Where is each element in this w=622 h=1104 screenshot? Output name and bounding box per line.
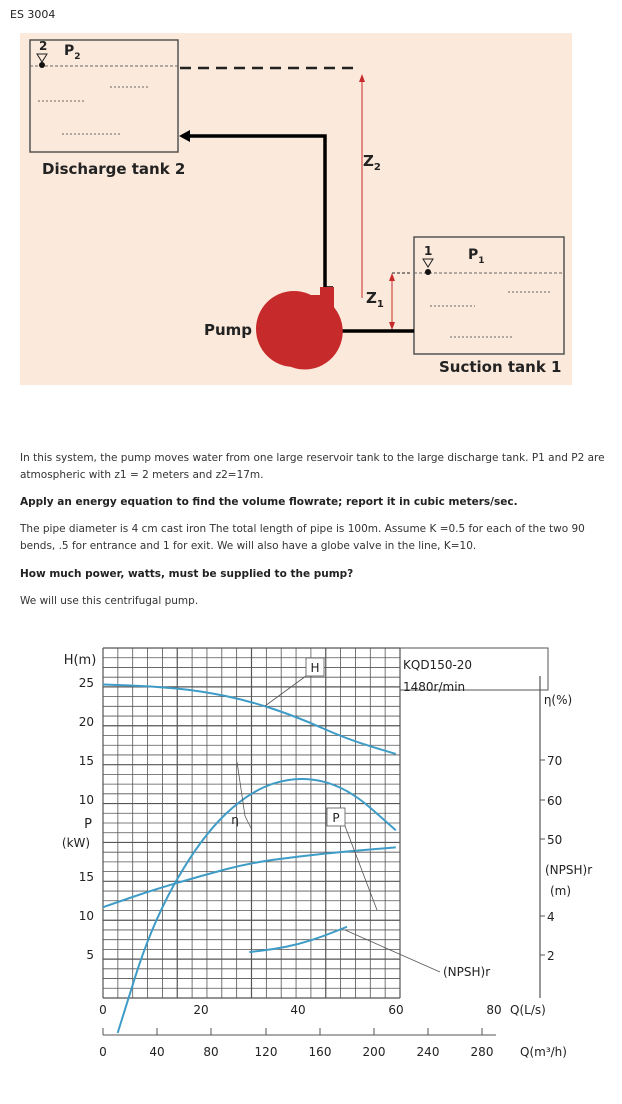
axis-tick-npsh: 4: [547, 910, 555, 924]
pump-speed: 1480r/min: [403, 680, 466, 694]
axis-tick-head: 25: [78, 676, 94, 690]
label-p2: $P_2$: [64, 43, 81, 62]
task-power: How much power, watts, must be supplied to the pump?: [20, 568, 354, 580]
leader-line-head: [265, 676, 306, 706]
pump-outlet: [320, 287, 334, 311]
axis-label-power-unit: (kW): [61, 836, 91, 850]
axis-label-head: H(m): [63, 653, 97, 668]
axis-tick-flow-m3h: 80: [203, 1045, 219, 1059]
axis-tick-flow-m3h: 160: [308, 1045, 332, 1059]
axis-tick-flow-m3h: 240: [416, 1045, 440, 1059]
axis-label-flow-ls: Q(L/s): [510, 1003, 546, 1017]
axis-tick-flow-m3h: 200: [362, 1045, 386, 1059]
label-point-1: 1: [424, 244, 433, 258]
discharge-tank-label: Discharge tank 2: [42, 160, 186, 178]
power-curve: [103, 847, 396, 907]
efficiency-curve: [118, 779, 396, 1033]
curve-label-head: H: [310, 661, 320, 675]
axis-tick-efficiency: 60: [547, 794, 563, 808]
pump-model: KQD150-20: [403, 658, 473, 672]
axis-tick-flow-ls: 20: [193, 1003, 209, 1017]
axis-tick-head: 15: [78, 754, 94, 768]
axis-tick-flow-m3h: 40: [149, 1045, 165, 1059]
label-z1: $Z_1$: [366, 289, 384, 310]
point-1-marker: [425, 269, 431, 275]
label-point-2: 2: [39, 39, 48, 53]
pump-performance-chart: [40, 640, 612, 1070]
curve-label-npsh: (NPSH)r: [443, 965, 491, 979]
label-p1: $P_1$: [468, 247, 485, 266]
problem-description: In this system, the pump moves water from one large reservoir tank to the large discharge tank. P1 and P2 are atmospheric with z1 = 2 meters and z2=17m.: [20, 452, 605, 481]
axis-tick-flow-ls: 40: [290, 1003, 306, 1017]
point-2-marker: [39, 62, 45, 68]
axis-label-npsh-unit: (m): [550, 884, 572, 898]
axis-tick-power: 15: [78, 870, 94, 884]
axis-label-power: P: [84, 817, 92, 832]
axis-tick-npsh: 2: [547, 949, 555, 963]
axis-tick-flow-m3h: 0: [99, 1045, 107, 1059]
axis-tick-power: 10: [78, 909, 94, 923]
curve-label-efficiency: η: [231, 813, 239, 827]
course-code: ES 3004: [10, 8, 56, 21]
axis-label-efficiency: η(%): [543, 693, 573, 707]
curve-label-power: P: [332, 811, 340, 825]
head-curve: [103, 685, 396, 754]
axis-tick-flow-ls: 0: [99, 1003, 107, 1017]
label-z2: $Z_2$: [363, 152, 381, 173]
leader-line-npsh: [345, 930, 440, 972]
system-diagram: [20, 33, 572, 385]
leader-line-efficiency: [237, 762, 245, 816]
axis-tick-flow-ls: 80: [486, 1003, 502, 1017]
pump-intro: We will use this centrifugal pump.: [20, 595, 199, 607]
axis-tick-power: 5: [86, 948, 94, 962]
suction-tank-label: Suction tank 1: [439, 358, 562, 376]
axis-tick-flow-m3h: 120: [254, 1045, 278, 1059]
axis-tick-efficiency: 50: [547, 833, 563, 847]
pipe-specification: The pipe diameter is 4 cm cast iron The total length of pipe is 100m. Assume K =0.5 for each of the two 90 bends, .5 for entrance and 1 for exit. We will also have a globe valve in the line, K=10.: [20, 523, 585, 552]
axis-label-npsh: (NPSH)r: [545, 863, 593, 877]
task-flowrate: Apply an energy equation to find the volume flowrate; report it in cubic meters/sec.: [20, 496, 518, 508]
chart-curves: [103, 685, 396, 1033]
axis-tick-head: 20: [78, 715, 94, 729]
pump-label: Pump: [204, 321, 253, 339]
axis-tick-power: 10: [78, 793, 94, 807]
axis-tick-flow-ls: 60: [388, 1003, 404, 1017]
axis-tick-flow-m3h: 280: [470, 1045, 494, 1059]
leader-line-power: [345, 826, 377, 910]
axis-tick-efficiency: 70: [547, 754, 563, 768]
axis-label-flow-m3h: Q(m³/h): [520, 1045, 567, 1059]
